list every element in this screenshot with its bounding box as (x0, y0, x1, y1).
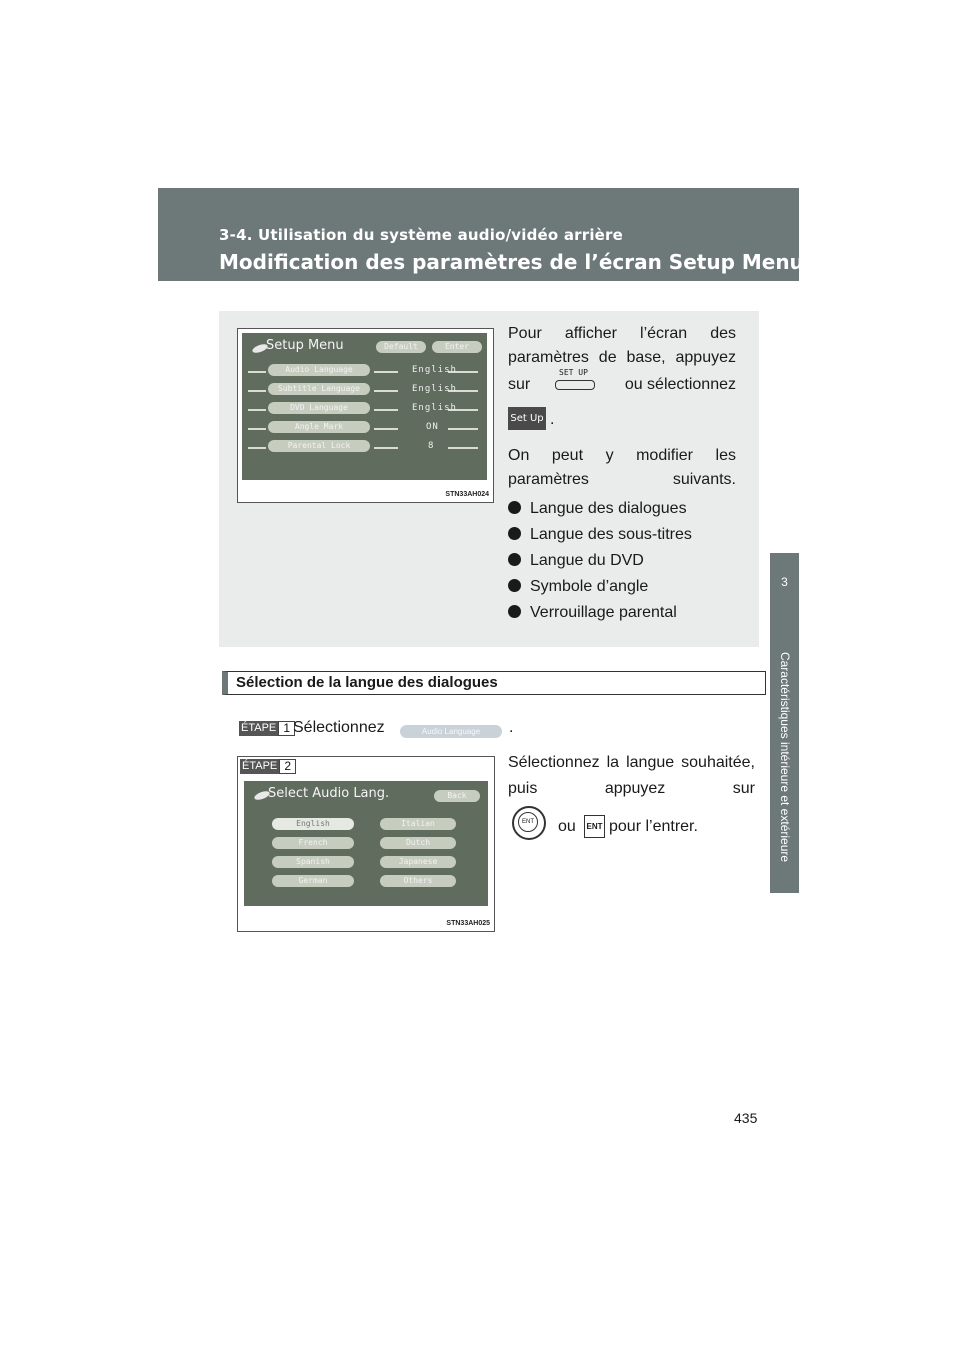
parental-lock-value: 8 (428, 441, 435, 451)
step-2-text: Sélectionnez la langue souhaitée, puis appuyez sur (508, 754, 755, 797)
language-option: Italian (380, 818, 456, 830)
audio-language-button: Audio Language (400, 725, 502, 738)
ent-knob-icon: ENT (512, 806, 546, 840)
audio-language-value: English (412, 365, 457, 375)
intro-text-1: Pour afficher l’écran des paramètres de base, appuyez (508, 325, 736, 366)
language-option: Others (380, 875, 456, 887)
subtitle-language-value: English (412, 384, 457, 394)
figure-code: STN33AH024 (445, 491, 489, 498)
section-heading: Sélection de la langue des dialogues (222, 671, 766, 695)
step-2-badge: ÉTAPE 2 (240, 759, 296, 774)
step-1-badge: ÉTAPE 1 (239, 721, 295, 736)
language-option: German (272, 875, 354, 887)
page-number: 435 (734, 1110, 758, 1126)
back-button: Back (434, 790, 480, 802)
angle-mark-value: ON (426, 422, 439, 432)
setup-hard-button: SET UP (553, 368, 597, 394)
bullet-item: Langue des sous-titres (508, 526, 692, 544)
figure-code: STN33AH025 (446, 920, 490, 927)
language-option: Spanish (272, 856, 354, 868)
setup-screen-key: Set Up (508, 407, 546, 430)
subtitle-language-row: Subtitle Language (268, 383, 370, 395)
intro-panel: Setup Menu Default Enter Audio Language English Subtitle Language English DVD Language English Angle Mark ON Parental Lock 8 STN33AH024 Pour afficher l’écran des paramètres de base, appuyez sur SET UP ou sélectionnez Set Up . On peut y modifier les paramètres suivants. Langue des dialogues Langue des sous-titres Langue du DVD Symbole d’angle Verrouillage parental (219, 311, 759, 647)
intro-sur: sur (508, 376, 531, 393)
parental-lock-row: Parental Lock (268, 440, 370, 452)
bullet-item: Symbole d’angle (508, 578, 648, 596)
chapter-number: 3 (781, 575, 788, 589)
intro-text-2: On peut y modifier les paramètres suivants. (508, 447, 736, 488)
audio-language-row: Audio Language (268, 364, 370, 376)
setup-menu-screenshot (237, 328, 494, 503)
language-option: English (272, 818, 354, 830)
dvd-language-value: English (412, 403, 457, 413)
bullet-item: Verrouillage parental (508, 604, 677, 622)
language-option: French (272, 837, 354, 849)
language-option: Dutch (380, 837, 456, 849)
angle-mark-row: Angle Mark (268, 421, 370, 433)
ent-button-icon: ENT (584, 815, 605, 838)
intro-ou-selectionnez: ou sélectionnez (624, 376, 736, 393)
dvd-language-row: DVD Language (268, 402, 370, 414)
page-title: Modification des paramètres de l’écran Setup Menu (219, 250, 804, 274)
language-option: Japanese (380, 856, 456, 868)
enter-button: Enter (432, 341, 482, 353)
select-audio-lang-title: Select Audio Lang. (268, 786, 390, 801)
bullet-item: Langue du DVD (508, 552, 644, 570)
chapter-label: Caractéristiques intérieure et extérieure (778, 651, 792, 862)
setup-menu-title: Setup Menu (266, 338, 344, 353)
chapter-tab (770, 553, 799, 893)
bullet-item: Langue des dialogues (508, 500, 687, 518)
default-button: Default (376, 341, 426, 353)
page-header (158, 188, 804, 281)
section-subtitle: 3-4. Utilisation du système audio/vidéo arrière (219, 226, 624, 244)
step-1-text: Sélectionnez (293, 719, 385, 736)
select-audio-lang-screenshot (237, 756, 495, 932)
